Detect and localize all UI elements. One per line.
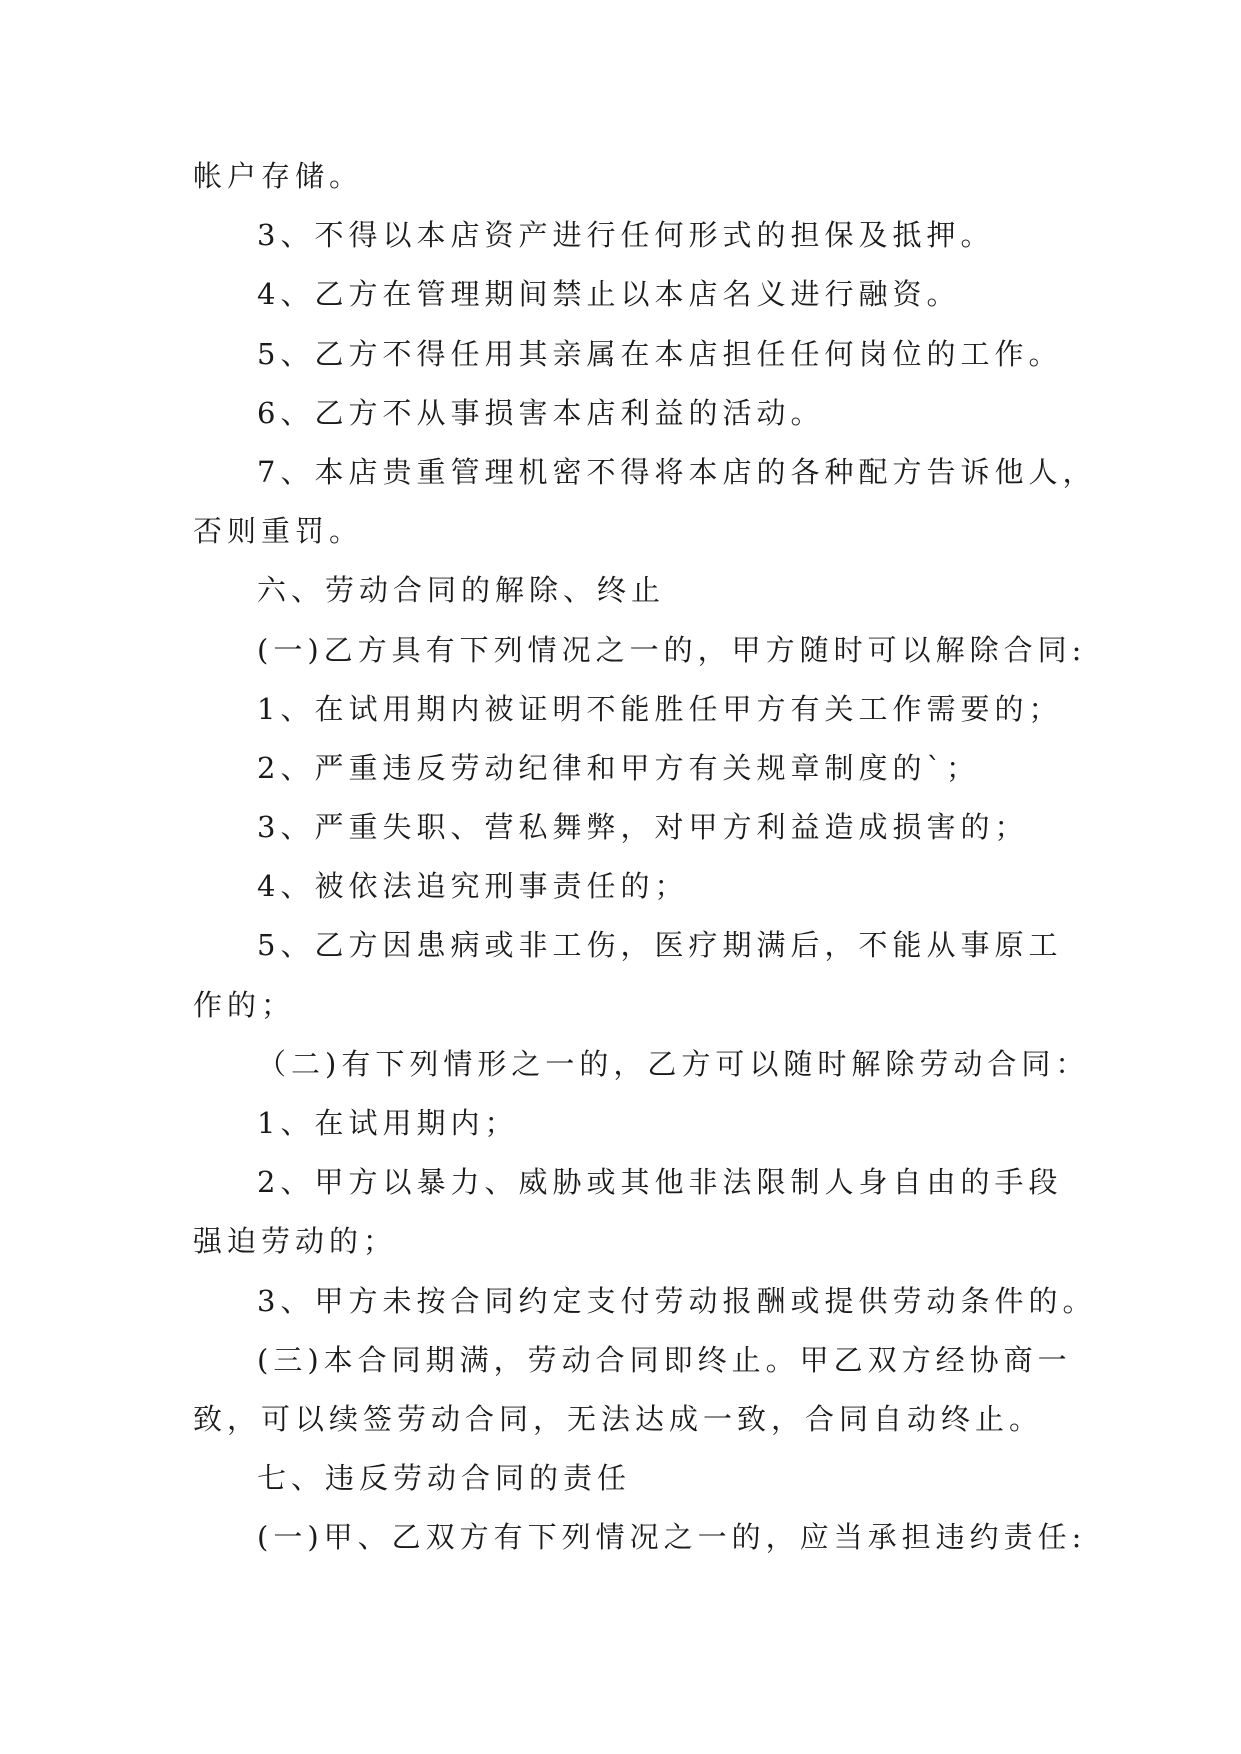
subsection-heading: (一)甲、乙双方有下列情况之一的，应当承担违约责任: (257, 1520, 1087, 1555)
section-heading: 七、违反劳动合同的责任 (257, 1461, 632, 1496)
text-line: 1、在试用期内； (257, 1106, 519, 1140)
text-line: 3、甲方未按合同约定支付劳动报酬或提供劳动条件的。 (257, 1283, 1097, 1318)
text-line: 4、被依法追究刑事责任的； (257, 869, 689, 904)
text-line: 1、在试用期内被证明不能胜任甲方有关工作需要的； (257, 691, 1063, 726)
text-line: 6、乙方不从事损害本店利益的活动。 (257, 395, 825, 430)
text-line: 7、本店贵重管理机密不得将本店的各种配方告诉他人， (257, 454, 1097, 489)
text-line: 2、严重违反劳动纪律和甲方有关规章制度的`； (257, 750, 980, 785)
text-line: 3、严重失职、营私舞弊，对甲方利益造成损害的； (257, 810, 1029, 845)
text-line: 3、不得以本店资产进行任何形式的担保及抵押。 (257, 218, 995, 253)
text-line: 5、乙方不得任用其亲属在本店担任任何岗位的工作。 (257, 336, 1063, 371)
text-line: 否则重罚。 (193, 514, 364, 549)
text-line: 强迫劳动的； (193, 1224, 398, 1259)
subsection-heading: （二)有下列情形之一的，乙方可以随时解除劳动合同： (257, 1046, 1090, 1081)
text-line: 5、乙方因患病或非工伤，医疗期满后，不能从事原工 (257, 928, 1063, 963)
text-line: 致，可以续签劳动合同，无法达成一致，合同自动终止。 (193, 1401, 1044, 1436)
document-body (193, 156, 1097, 1577)
subsection-heading: (三)本合同期满，劳动合同即终止。甲乙双方经协商一 (257, 1342, 1072, 1377)
text-line: 4、乙方在管理期间禁止以本店名义进行融资。 (257, 277, 961, 312)
text-line: 帐户存储。 (193, 159, 364, 193)
section-heading: 六、劳动合同的解除、终止 (257, 573, 666, 608)
subsection-heading: (一)乙方具有下列情况之一的，甲方随时可以解除合同: (257, 632, 1087, 667)
text-line: 作的； (193, 987, 296, 1022)
text-line: 2、甲方以暴力、威胁或其他非法限制人身自由的手段 (257, 1165, 1063, 1200)
